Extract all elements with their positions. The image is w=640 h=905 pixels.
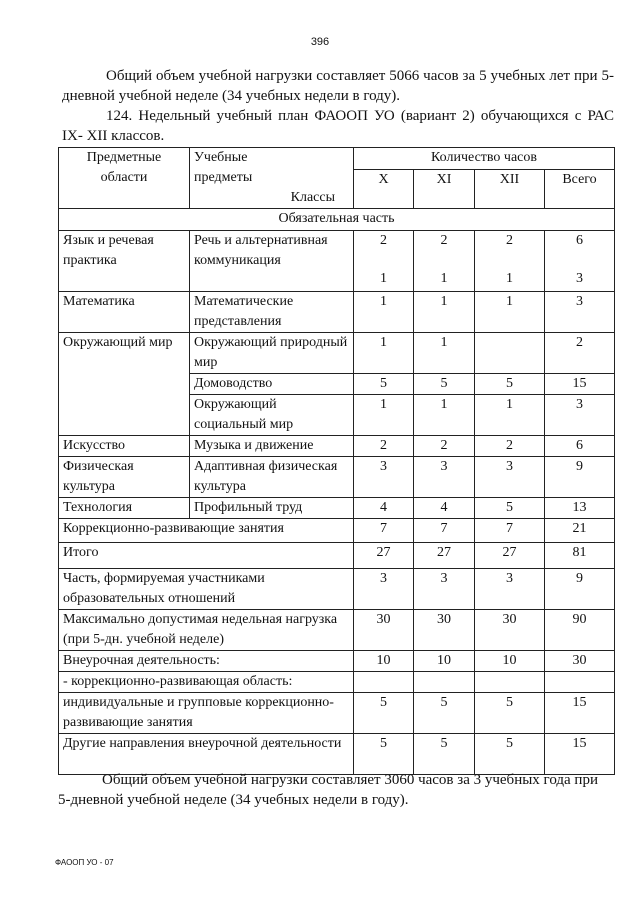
- row-label: Внеурочная деятельность:: [59, 651, 354, 672]
- subject-area: Искусство: [59, 436, 190, 457]
- hours-xii: [475, 672, 545, 693]
- hours-x: 1: [354, 395, 414, 436]
- hours-xi: 7: [414, 519, 475, 543]
- hours-total: 9: [545, 457, 615, 498]
- header-areas: Предметные области: [59, 148, 190, 209]
- table-row: [59, 693, 615, 734]
- header-grade-xii: XII: [475, 169, 545, 208]
- table-row: [59, 672, 615, 693]
- hours-total-value: 6: [576, 233, 584, 248]
- hours-xii: 30: [475, 610, 545, 651]
- hours-x: 4: [354, 498, 414, 519]
- header-subjects: [190, 148, 354, 209]
- hours-xi-value: 1: [440, 271, 448, 286]
- hours-total: 3: [545, 292, 615, 333]
- hours-xii: 5: [475, 693, 545, 734]
- table-row: [59, 333, 615, 374]
- hours-xi: 1: [414, 395, 475, 436]
- hours-xi: 1: [414, 292, 475, 333]
- hours-xi: [414, 231, 475, 292]
- table-row: [59, 610, 615, 651]
- hours-total: 81: [545, 543, 615, 569]
- hours-xii: [475, 231, 545, 292]
- table-row: [59, 519, 615, 543]
- intro-paragraph: Общий объем учебной нагрузки составляет 5066 часов за 5 учебных лет при 5-дневной учебной неделе (34 учебных недели в году).: [62, 68, 614, 104]
- hours-xii: 10: [475, 651, 545, 672]
- hours-total: 13: [545, 498, 615, 519]
- hours-xi: [414, 672, 475, 693]
- hours-x-value: 1: [380, 271, 387, 286]
- hours-xii: 5: [475, 374, 545, 395]
- hours-xii: 27: [475, 543, 545, 569]
- table-row: [59, 436, 615, 457]
- hours-xi-value: 2: [440, 233, 448, 248]
- hours-xi: 30: [414, 610, 475, 651]
- hours-x: 5: [354, 693, 414, 734]
- row-label: индивидуальные и групповые коррекционно-развивающие занятия: [59, 693, 354, 734]
- hours-x: 7: [354, 519, 414, 543]
- row-label: Коррекционно-развивающие занятия: [59, 519, 354, 543]
- hours-total: 30: [545, 651, 615, 672]
- mandatory-part-heading: Обязательная часть: [59, 209, 615, 231]
- header-hours: Количество часов: [354, 148, 615, 170]
- hours-x: [354, 231, 414, 292]
- header-grade-xi: XI: [414, 169, 475, 208]
- hours-total: 15: [545, 374, 615, 395]
- hours-xii-value: 2: [506, 233, 513, 248]
- hours-x: 5: [354, 734, 414, 775]
- row-label: Итого: [59, 543, 354, 569]
- page-number: 396: [310, 36, 330, 48]
- hours-x: 1: [354, 333, 414, 374]
- hours-xii: 1: [475, 292, 545, 333]
- hours-total: 15: [545, 693, 615, 734]
- hours-x: 3: [354, 457, 414, 498]
- row-label: Другие направления внеурочной деятельности: [59, 734, 354, 775]
- subject-name: Домоводство: [190, 374, 354, 395]
- subject-area: Физическая культура: [59, 457, 190, 498]
- table-row: [59, 543, 615, 569]
- hours-total: 21: [545, 519, 615, 543]
- subject-name: Окружающий социальный мир: [190, 395, 354, 436]
- subject-area: Технология: [59, 498, 190, 519]
- hours-x: 30: [354, 610, 414, 651]
- subject-area: Окружающий мир: [59, 333, 190, 436]
- hours-xii: 5: [475, 498, 545, 519]
- subject-name: Музыка и движение: [190, 436, 354, 457]
- hours-xii: 2: [475, 436, 545, 457]
- hours-x-value: 2: [380, 233, 387, 248]
- hours-x: [354, 672, 414, 693]
- hours-xi: 5: [414, 693, 475, 734]
- hours-x: 27: [354, 543, 414, 569]
- hours-xi: 5: [414, 734, 475, 775]
- subject-area: Математика: [59, 292, 190, 333]
- hours-x: 5: [354, 374, 414, 395]
- hours-total: 90: [545, 610, 615, 651]
- hours-total: 6: [545, 436, 615, 457]
- table-row: [59, 231, 615, 292]
- subject-name: Окружающий природный мир: [190, 333, 354, 374]
- table-row: [59, 292, 615, 333]
- hours-xi: 4: [414, 498, 475, 519]
- hours-total: 2: [545, 333, 615, 374]
- hours-xi: 10: [414, 651, 475, 672]
- hours-xii: [475, 333, 545, 374]
- hours-xi: 3: [414, 569, 475, 610]
- hours-total: 3: [545, 395, 615, 436]
- hours-xi: 5: [414, 374, 475, 395]
- hours-xii: 3: [475, 569, 545, 610]
- subject-name: Речь и альтернативная коммуникация: [190, 231, 354, 292]
- table-row: [59, 569, 615, 610]
- row-label: Часть, формируемая участниками образовательных отношений: [59, 569, 354, 610]
- hours-total: 9: [545, 569, 615, 610]
- hours-total: [545, 672, 615, 693]
- hours-xii: 5: [475, 734, 545, 775]
- hours-x: 1: [354, 292, 414, 333]
- table-row: [59, 498, 615, 519]
- subject-name: Адаптивная физическая культура: [190, 457, 354, 498]
- hours-x: 3: [354, 569, 414, 610]
- subject-name: Профильный труд: [190, 498, 354, 519]
- outro-paragraph: Общий объем учебной нагрузки составляет 3060 часов за 3 учебных года при 5-дневной учебной неделе (34 учебных недели в году).: [58, 772, 598, 808]
- hours-xii: 3: [475, 457, 545, 498]
- table-caption: 124. Недельный учебный план ФАООП УО (вариант 2) обучающихся с РАС IX- XII классов.: [62, 108, 614, 144]
- hours-xii-value: 1: [506, 271, 513, 286]
- header-grade-x: X: [354, 169, 414, 208]
- subject-area: Язык и речевая практика: [59, 231, 190, 292]
- hours-xii: 7: [475, 519, 545, 543]
- curriculum-table: [58, 147, 615, 775]
- hours-xii: 1: [475, 395, 545, 436]
- row-label: - коррекционно-развивающая область:: [59, 672, 354, 693]
- header-classes-label: Классы: [290, 190, 335, 205]
- subject-name: Математические представления: [190, 292, 354, 333]
- row-label: Максимально допустимая недельная нагрузка (при 5-дн. учебной неделе): [59, 610, 354, 651]
- hours-x: 10: [354, 651, 414, 672]
- footer-code: ФАООП УО - 07: [55, 858, 114, 867]
- hours-xi: 1: [414, 333, 475, 374]
- table-row: [59, 651, 615, 672]
- hours-total: [545, 231, 615, 292]
- hours-total: 15: [545, 734, 615, 775]
- hours-xi: 27: [414, 543, 475, 569]
- hours-xi: 3: [414, 457, 475, 498]
- hours-xi: 2: [414, 436, 475, 457]
- hours-total-value: 3: [576, 271, 584, 286]
- header-total: Всего: [545, 169, 615, 208]
- header-subjects-label: Учебные предметы: [194, 150, 253, 185]
- table-row: [59, 457, 615, 498]
- table-row: [59, 734, 615, 775]
- hours-x: 2: [354, 436, 414, 457]
